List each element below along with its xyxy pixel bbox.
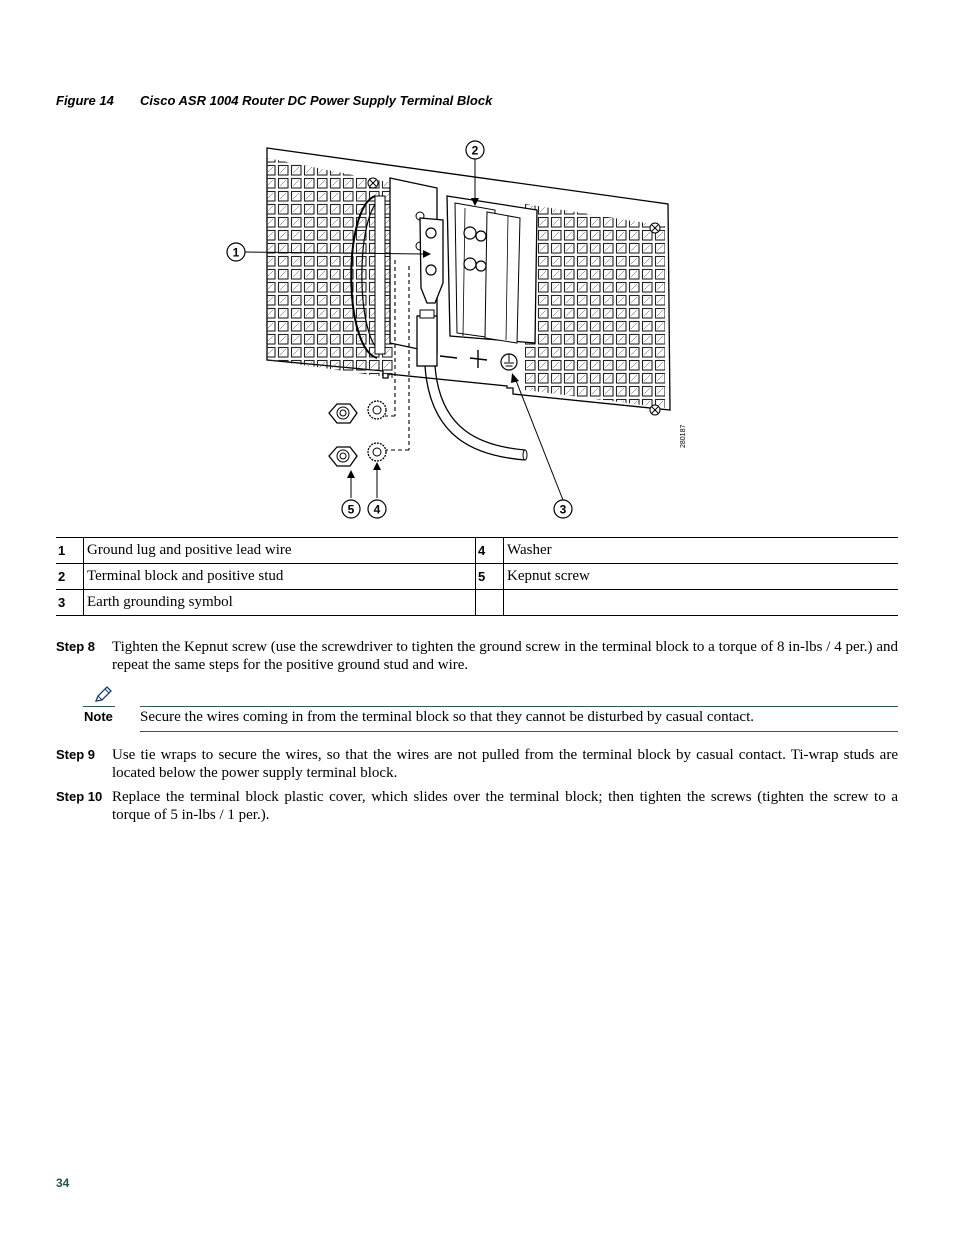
note-rule-bottom (140, 731, 898, 732)
step-9 (56, 746, 898, 786)
terminal-block-drawing (225, 138, 705, 523)
washer-top (368, 401, 386, 419)
legend-number: 5 (476, 564, 504, 590)
figure-caption (56, 93, 492, 108)
callout-2 (466, 141, 484, 159)
page-number: 34 (56, 1176, 70, 1190)
step-8 (56, 638, 898, 678)
kepnut-screw-bottom (329, 447, 357, 466)
figure-number: Figure 14 (56, 93, 114, 108)
table-row (56, 590, 898, 616)
legend-number: 1 (56, 538, 84, 564)
step-text: Tighten the Kepnut screw (use the screwdriver to tighten the ground screw in the terminal block to a torque of 8 in-lbs / 4 per.) and repeat the same steps for the positive ground stud and wire. (112, 639, 898, 673)
table-row (56, 564, 898, 590)
legend-number: 2 (56, 564, 84, 590)
table-row (56, 538, 898, 564)
note-text: Secure the wires coming in from the terminal block so that they cannot be disturbed by casual contact. (140, 709, 754, 725)
legend-text: Earth grounding symbol (84, 590, 476, 616)
step-label: Step 8 (56, 639, 96, 654)
callout-5 (342, 500, 360, 518)
step-text: Replace the terminal block plastic cover, which slides over the terminal block; then tighten the screws (tighten the screw to a torque of 5 in-lbs / 1 per.). (112, 789, 898, 823)
terminal-block-illustration (225, 138, 705, 523)
washer-bottom (368, 443, 386, 461)
step-label: Step 10 (56, 789, 103, 804)
legend-number: 3 (56, 590, 84, 616)
figure-title: Cisco ASR 1004 Router DC Power Supply Terminal Block (140, 93, 493, 108)
legend-number: 4 (476, 538, 504, 564)
callout-1 (227, 243, 245, 261)
legend-text: Ground lug and positive lead wire (84, 538, 476, 564)
svg-text:5: 5 (347, 502, 355, 517)
note-block (56, 686, 898, 734)
pencil-icon (93, 686, 113, 704)
figure-legend-table (56, 537, 898, 616)
svg-text:2: 2 (471, 143, 479, 158)
kepnut-screw-top (329, 404, 357, 423)
callout-4 (368, 500, 386, 518)
legend-text: Kepnut screw (504, 564, 899, 590)
svg-text:1: 1 (232, 245, 240, 260)
legend-number (476, 590, 504, 616)
callout-3 (554, 500, 572, 518)
step-10 (56, 788, 898, 828)
legend-text: Terminal block and positive stud (84, 564, 476, 590)
note-rule-short (83, 706, 115, 707)
step-label: Step 9 (56, 747, 96, 762)
step-text: Use tie wraps to secure the wires, so that the wires are not pulled from the terminal block by casual contact. Ti-wrap studs are located below the power supply terminal block. (112, 747, 898, 781)
note-label: Note (84, 709, 113, 724)
note-rule-top (140, 706, 898, 707)
svg-text:3: 3 (559, 502, 567, 517)
figure-serial: 280187 (680, 424, 687, 448)
legend-text: Washer (504, 538, 899, 564)
legend-text (504, 590, 899, 616)
svg-text:4: 4 (373, 502, 381, 517)
